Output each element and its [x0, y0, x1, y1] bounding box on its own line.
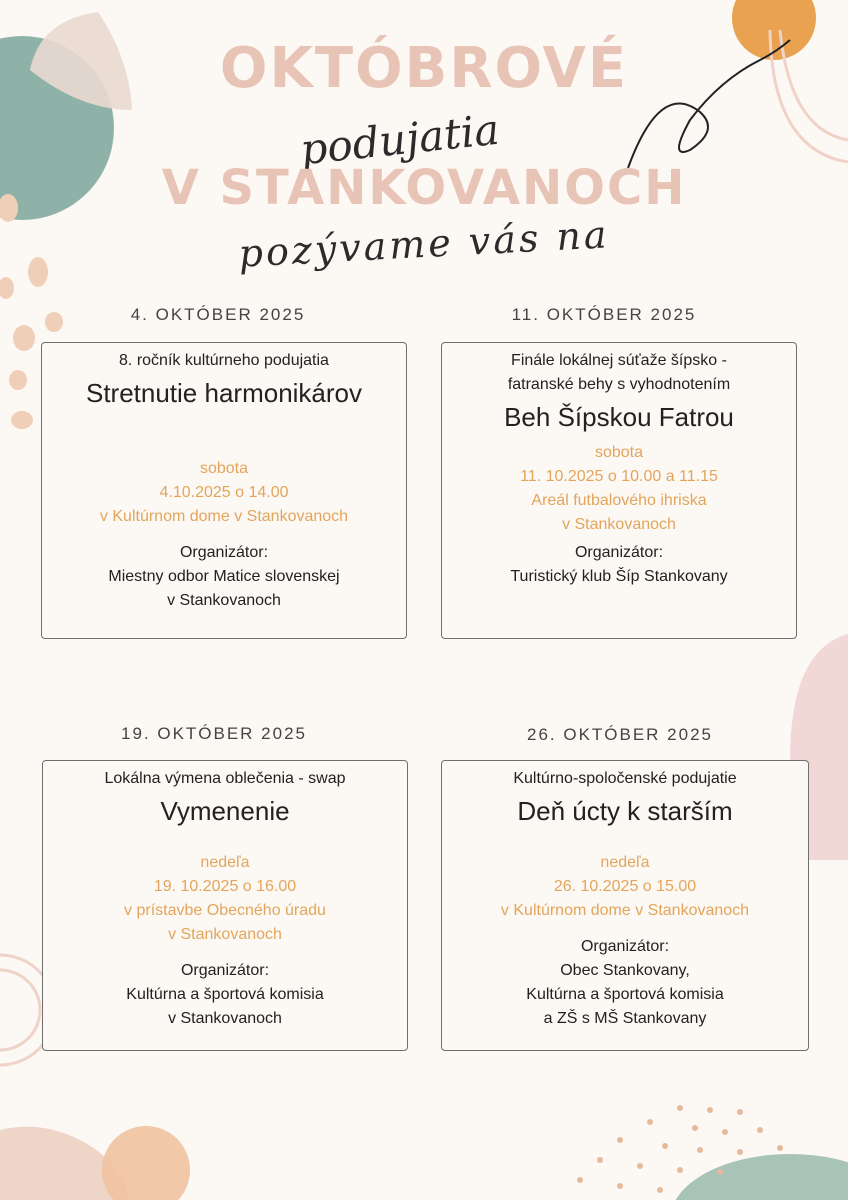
event-day: sobota [199, 460, 249, 477]
event-datetime: 26. 10.2025 o 15.00 [553, 878, 697, 895]
sage-blob-decoration [670, 1154, 848, 1200]
organizer-label: Organizátor: [574, 544, 664, 561]
event-card [42, 760, 408, 1051]
title-line-octobrove: OKTÓBROVÉ [219, 36, 629, 101]
event-date: 11. OKTÓBER 2025 [511, 305, 697, 324]
event-datetime: 19. 10.2025 o 16.00 [153, 878, 297, 895]
event-date: 26. OKTÓBER 2025 [526, 725, 714, 744]
event-place: v Kultúrnom dome v Stankovanoch [99, 508, 349, 525]
peach-circle-decoration [102, 1126, 190, 1200]
event-name: Beh Šípskou Fatrou [504, 402, 734, 432]
event-date: 4. OKTÓBER 2025 [130, 305, 306, 324]
event-subtitle: Kultúrno-spoločenské podujatie [513, 770, 737, 787]
organizer-label: Organizátor: [179, 544, 269, 561]
event-subtitle: fatranské behy s vyhodnotením [507, 376, 731, 393]
organizer-label: Organizátor: [180, 962, 270, 979]
title-line-stankovany: V STANKOVANOCH [161, 160, 687, 216]
event-subtitle: Lokálna výmena oblečenia - swap [104, 770, 346, 787]
organizer-name: Obec Stankovany, [560, 962, 690, 979]
invitation-line: pozývame vás na [237, 212, 611, 276]
event-datetime: 4.10.2025 o 14.00 [159, 484, 289, 501]
organizer-name: Kultúrna a športová komisia [126, 986, 324, 1003]
organizer-name: Turistický klub Šíp Stankovany [510, 568, 728, 585]
event-day: nedeľa [600, 854, 650, 871]
event-place: v prístavbe Obecného úradu [124, 902, 326, 919]
organizer-name: v Stankovanoch [168, 1010, 282, 1027]
event-place: v Kultúrnom dome v Stankovanoch [500, 902, 750, 919]
event-card [441, 342, 797, 639]
event-card [41, 342, 407, 639]
event-day: nedeľa [200, 854, 250, 871]
organizer-name: a ZŠ s MŠ Stankovany [543, 1010, 707, 1027]
event-name: Deň úcty k starším [517, 796, 733, 826]
organizer-label: Organizátor: [580, 938, 670, 955]
event-card [441, 760, 809, 1051]
organizer-name: v Stankovanoch [167, 592, 281, 609]
event-name: Stretnutie harmonikárov [85, 378, 363, 408]
event-date: 19. OKTÓBER 2025 [120, 724, 308, 743]
event-place: v Stankovanoch [562, 516, 676, 533]
title-line-podujatia: podujatia [297, 104, 502, 175]
organizer-name: Kultúrna a športová komisia [526, 986, 724, 1003]
event-subtitle: Finále lokálnej súťaže šípsko - [511, 352, 727, 369]
event-day: sobota [594, 444, 644, 461]
event-name: Vymenenie [160, 796, 290, 826]
event-datetime: 11. 10.2025 o 10.00 a 11.15 [520, 468, 718, 485]
event-place: Areál futbalového ihriska [531, 492, 707, 509]
event-subtitle: 8. ročník kultúrneho podujatia [119, 352, 329, 369]
organizer-name: Miestny odbor Matice slovenskej [108, 568, 340, 585]
event-place: v Stankovanoch [168, 926, 282, 943]
